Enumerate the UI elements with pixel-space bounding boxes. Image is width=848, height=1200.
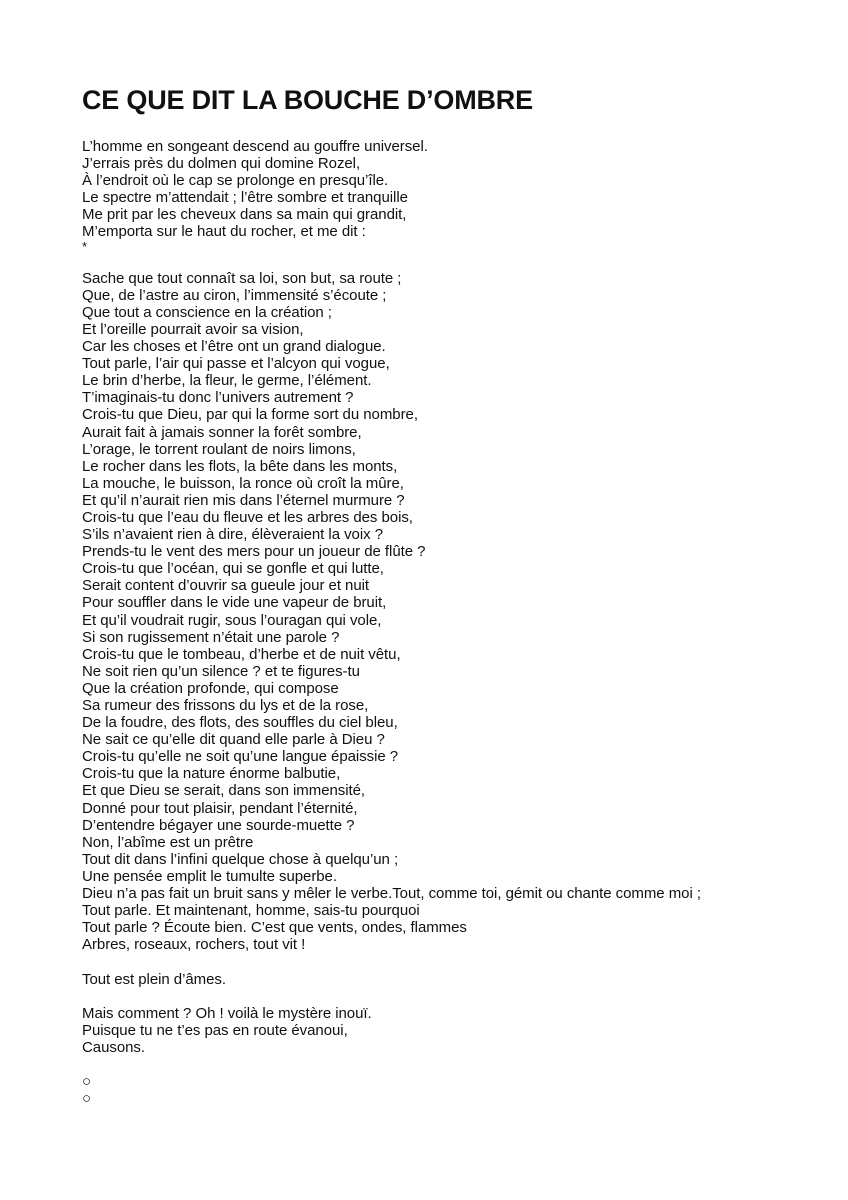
poem-line: Puisque tu ne t’es pas en route évanoui, xyxy=(82,1021,348,1039)
poem-line: Si son rugissement n’était une parole ? xyxy=(82,628,340,646)
poem-line: Et qu’il n’aurait rien mis dans l’éternel murmure ? xyxy=(82,491,405,509)
poem-line: Crois-tu que le tombeau, d’herbe et de nuit vêtu, xyxy=(82,645,401,663)
poem-line: Crois-tu que l’eau du fleuve et les arbres des bois, xyxy=(82,508,413,526)
poem-line: S’ils n’avaient rien à dire, élèveraient la voix ? xyxy=(82,526,383,544)
document-page xyxy=(82,84,822,1107)
poem-line: Ne sait ce qu’elle dit quand elle parle à Dieu ? xyxy=(82,731,385,749)
poem-line: À l’endroit où le cap se prolonge en presqu’île. xyxy=(82,172,389,190)
poem-line: D’entendre bégayer une sourde-muette ? xyxy=(82,816,355,834)
poem-line: Crois-tu que l’océan, qui se gonfle et qui lutte, xyxy=(82,560,384,578)
end-marks xyxy=(82,1073,822,1107)
poem-line: Ne soit rien qu’un silence ? et te figures-tu xyxy=(82,662,360,680)
poem-line: De la foudre, des flots, des souffles du ciel bleu, xyxy=(82,714,398,732)
poem-line: Et qu’il voudrait rugir, sous l’ouragan qui vole, xyxy=(82,611,382,629)
poem-line: Donné pour tout plaisir, pendant l’éternité, xyxy=(82,799,358,817)
poem-line: Car les choses et l’être ont un grand dialogue. xyxy=(82,338,386,356)
section-separator: * xyxy=(82,240,88,253)
stanza-gap xyxy=(82,1056,822,1073)
poem-line: Tout parle. Et maintenant, homme, sais-tu pourquoi xyxy=(82,902,420,920)
poem-line: Sache que tout connaît sa loi, son but, sa route ; xyxy=(82,269,402,287)
poem-line: La mouche, le buisson, la ronce où croît la mûre, xyxy=(82,474,404,492)
stanza-gap xyxy=(82,953,822,970)
poem-line: Aurait fait à jamais sonner la forêt sombre, xyxy=(82,423,362,441)
poem-line: Une pensée emplit le tumulte superbe. xyxy=(82,867,337,885)
poem-line: J’errais près du dolmen qui domine Rozel, xyxy=(82,155,361,173)
poem-line: Serait content d’ouvrir sa gueule jour et nuit xyxy=(82,577,370,595)
poem-line: L’orage, le torrent roulant de noirs limons, xyxy=(82,440,356,458)
poem-line: L’homme en songeant descend au gouffre universel. xyxy=(82,138,428,155)
poem-line: Prends-tu le vent des mers pour un joueur de flûte ? xyxy=(82,543,426,561)
circle-mark-icon: ○ xyxy=(82,1090,92,1108)
poem-line: Le brin d’herbe, la fleur, le germe, l’élément. xyxy=(82,372,372,390)
poem-line: Tout parle, l’air qui passe et l’alcyon qui vogue, xyxy=(82,355,390,373)
poem-line: Crois-tu que la nature énorme balbutie, xyxy=(82,765,341,783)
poem-line: Mais comment ? Oh ! voilà le mystère inouï. xyxy=(82,1004,372,1022)
poem-line: Crois-tu que Dieu, par qui la forme sort du nombre, xyxy=(82,406,418,424)
poem-line: Que la création profonde, qui compose xyxy=(82,679,339,697)
stanza-1 xyxy=(82,138,822,241)
poem-line: Pour souffler dans le vide une vapeur de bruit, xyxy=(82,594,387,612)
poem-line: Sa rumeur des frissons du lys et de la rose, xyxy=(82,697,369,714)
poem-title: CE QUE DIT LA BOUCHE D’OMBRE xyxy=(82,85,533,115)
poem-line: Me prit par les cheveux dans sa main qui grandit, xyxy=(82,206,407,224)
poem-line: Crois-tu qu’elle ne soit qu’une langue épaissie ? xyxy=(82,748,399,766)
poem-line: Que, de l’astre au ciron, l’immensité s’écoute ; xyxy=(82,286,387,304)
stanza-4 xyxy=(82,1005,822,1056)
poem-line: Le spectre m’attendait ; l’être sombre et tranquille xyxy=(82,189,408,207)
stanza-3 xyxy=(82,971,822,988)
poem-line: Que tout a conscience en la création ; xyxy=(82,303,332,321)
circle-mark-icon: ○ xyxy=(82,1073,92,1091)
poem-line: Et l’oreille pourrait avoir sa vision, xyxy=(82,320,304,338)
poem-line: Non, l’abîme est un prêtre xyxy=(82,833,254,851)
poem-line: Arbres, roseaux, rochers, tout vit ! xyxy=(82,936,306,954)
stanza-2 xyxy=(82,270,822,954)
poem-line: Dieu n’a pas fait un bruit sans y mêler le verbe.Tout, comme toi, gémit ou chante comme moi ; xyxy=(82,885,701,903)
poem-line: Tout dit dans l’infini quelque chose à quelqu’un ; xyxy=(82,850,399,868)
poem-line: Le rocher dans les flots, la bête dans les monts, xyxy=(82,457,398,475)
poem-line: Et que Dieu se serait, dans son immensité, xyxy=(82,782,366,800)
poem-line: T’imaginais-tu donc l’univers autrement ? xyxy=(82,389,354,407)
stanza-gap xyxy=(82,253,822,270)
poem-line: Causons. xyxy=(82,1038,145,1056)
poem-line: M’emporta sur le haut du rocher, et me dit : xyxy=(82,223,366,241)
poem-line: Tout est plein d’âmes. xyxy=(82,970,226,988)
poem-line: Tout parle ? Écoute bien. C’est que vents, ondes, flammes xyxy=(82,919,467,937)
stanza-gap xyxy=(82,988,822,1005)
